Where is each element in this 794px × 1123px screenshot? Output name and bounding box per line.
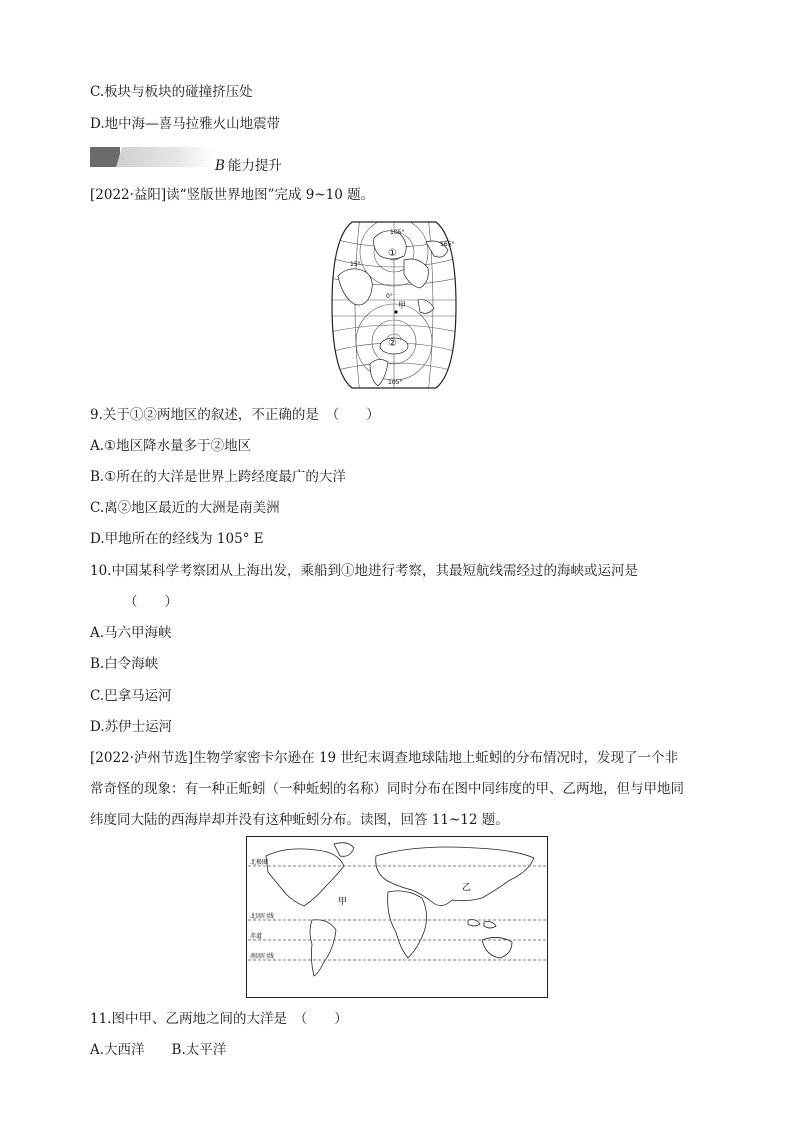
section-bar-dark <box>90 147 120 167</box>
map1-label-point: 甲 <box>398 301 406 310</box>
world-map <box>246 836 548 998</box>
q9-stem: 9.关于①②两地区的叙述，不正确的是 （ ） <box>90 407 380 423</box>
q10-option-a: A.马六甲海峡 <box>90 625 172 641</box>
section-bar-light <box>116 147 216 167</box>
q11-stem: 11.图中甲、乙两地之间的大洋是 （ ） <box>90 1011 348 1027</box>
section-letter: B <box>215 158 225 174</box>
map1-region2: ② <box>388 338 397 349</box>
q11-options-ab: A.大西洋 B.太平洋 <box>90 1042 227 1058</box>
q9-option-d: D.甲地所在的经线为 105° E <box>90 531 264 547</box>
map1-label-left: 15° <box>350 261 361 268</box>
map1-label-top: 105° <box>390 229 405 236</box>
map2-jia-label: 甲 <box>338 897 348 907</box>
map2-capricorn-label: 南回归线 <box>250 953 275 960</box>
section-title-text: 能力提升 <box>227 158 282 174</box>
q8-option-d: D.地中海—喜马拉雅火山地震带 <box>90 116 281 132</box>
intro-11-12-line3: 纬度同大陆的西海岸却并没有这种蚯蚓分布。读图，回答 11~12 题。 <box>90 812 509 828</box>
q10-option-b: B.白令海峡 <box>90 656 159 672</box>
intro-11-12-line1: [2022·泸州节选]生物学家密卡尔逊在 19 世纪末调查地球陆地上蚯蚓的分布情况时，发现了一个非 <box>90 750 678 766</box>
map2-cancer-label: 北回归线 <box>250 913 275 920</box>
q9-option-a: A.①地区降水量多于②地区 <box>90 438 252 454</box>
intro-9-10: [2022·益阳]读“竖版世界地图”完成 9~10 题。 <box>90 187 375 203</box>
map1-region1: ① <box>388 248 397 259</box>
section-header-bar <box>90 147 215 167</box>
q10-stem: 10.中国某科学考察团从上海出发，乘船到①地进行考察，其最短航线需经过的海峡或运河是 <box>90 563 638 579</box>
map2-arctic-label: 北极圈 <box>250 859 269 866</box>
point-jia-marker <box>394 310 397 313</box>
map2-equator-label: 赤道 <box>250 933 263 940</box>
map2-yi-label: 乙 <box>462 883 472 893</box>
intro-11-12-line2: 常奇怪的现象：有一种正蚯蚓（一种蚯蚓的名称）同时分布在图中同纬度的甲、乙两地，但与甲地同 <box>90 781 684 797</box>
q9-option-c: C.离②地区最近的大洲是南美洲 <box>90 500 280 516</box>
section-title <box>215 154 282 174</box>
q10-option-c: C.巴拿马运河 <box>90 688 172 704</box>
map1-label-right: 165° <box>440 241 455 248</box>
map1-label-bottom: 105° <box>388 379 403 386</box>
q10-option-d: D.苏伊士运河 <box>90 719 173 735</box>
q8-option-c: C.板块与板块的碰撞挤压处 <box>90 84 253 100</box>
q10-paren: （ ） <box>124 594 178 610</box>
map1-label-center: 0° <box>386 293 393 300</box>
q9-option-b: B.①所在的大洋是世界上跨经度最广的大洋 <box>90 469 346 485</box>
vertical-world-map <box>330 216 458 394</box>
